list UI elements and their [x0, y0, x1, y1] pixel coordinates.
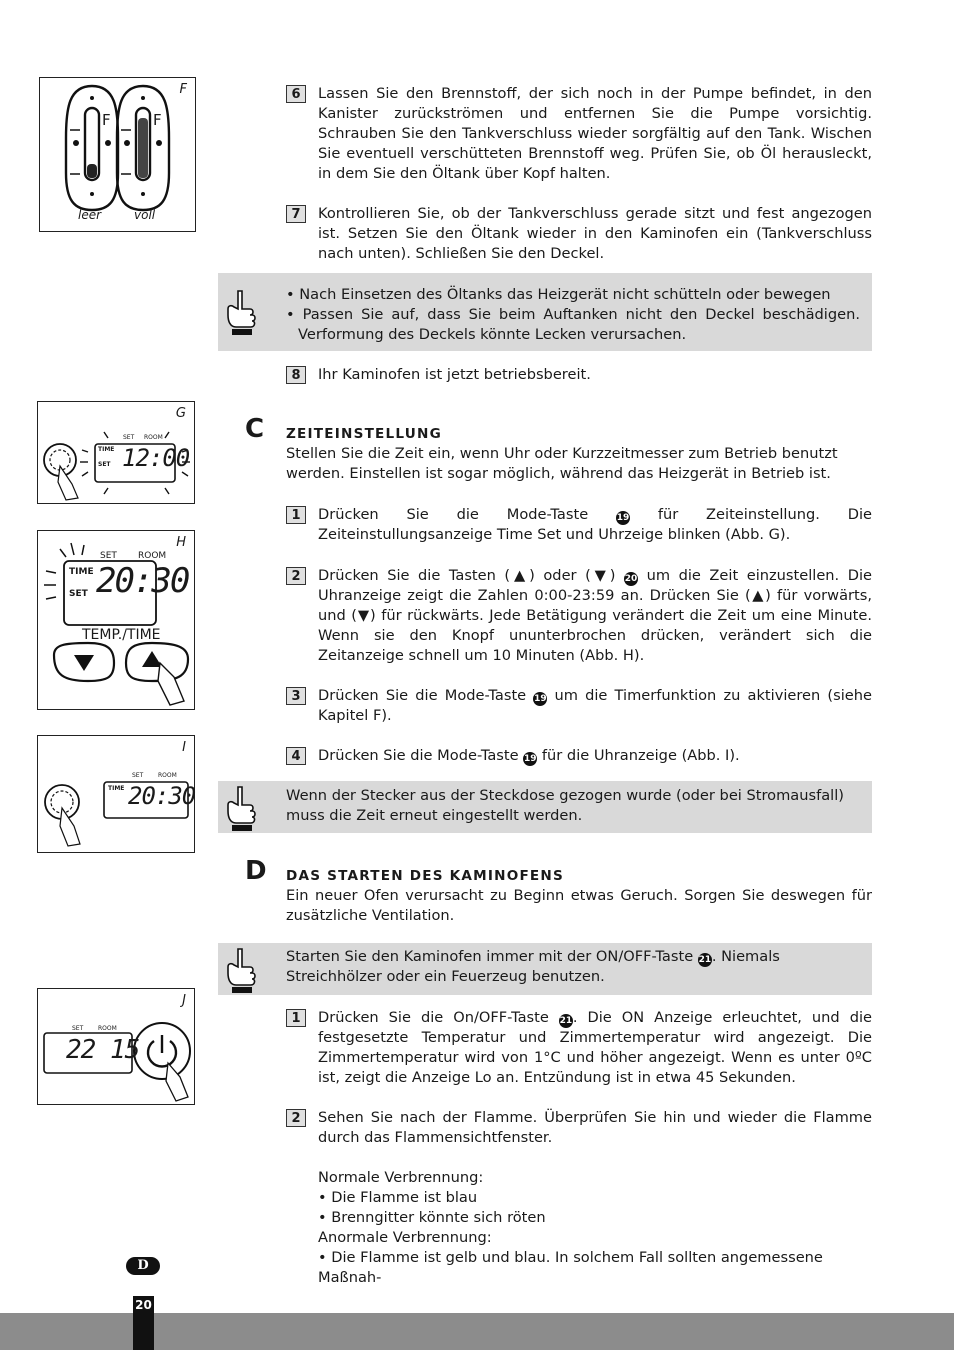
indicator-set-lcd: SET [69, 589, 88, 599]
ref-arrow-buttons-icon: 20 [624, 574, 638, 584]
step-text: Sehen Sie nach der Flamme. Überprüfen Sie hin und wieder die Flamme durch das Flammensichtfenster. [318, 1109, 872, 1146]
gauge-mark-left: F [102, 111, 111, 129]
language-badge: D [126, 1257, 160, 1275]
figure-letter: F [179, 82, 187, 97]
step-number: 1 [286, 1009, 306, 1027]
section-letter-d: D [245, 856, 267, 886]
figure-f-tank-gauge [39, 77, 196, 232]
ref-mode-button-icon: 19 [534, 694, 547, 704]
list-item: • Die Flamme ist blau [318, 1189, 478, 1206]
step-text: Drücken Sie die On/OFF-Taste 21. Die ON Anzeige erleuchtet, und die festgesetzte Temperatur und Zimmertemperatur wird angezeigt. Die Zimmertemperatur wird von 1°C und höher angezeigt. Wenn es unter 0ºC ist, zeigt die Anzeige Lo an. Entzündung ist in etwa 45 Sekunden. [318, 1009, 872, 1086]
pointing-hand-icon [224, 287, 258, 337]
ref-mode-button-icon: 19 [616, 513, 630, 523]
note-line: • Passen Sie auf, dass Sie beim Auftanken nicht den Deckel beschädigen. Verformung des Deckels könnte Lecken verursachen. [286, 306, 860, 343]
gauge-mark-right: F [153, 111, 162, 129]
step-text: Lassen Sie den Brennstoff, der sich noch in der Pumpe befindet, in den Kanister zurückströmen und entfernen Sie die Pumpe vorsichtig. Schrauben Sie den Tankverschluss wieder sorgfältig auf den Tank. Wischen Sie eventuell verschütteten Brennstoff weg. Prüfen Sie, ob Öl herausleckt, in dem Sie den Öltank über Kopf halten. [318, 85, 872, 182]
lcd-temperature-display: 22 15 [66, 1035, 140, 1065]
page-number: 20 [135, 1298, 152, 1312]
section-intro: Stellen Sie die Zeit ein, wenn Uhr oder Kurzzeitmesser zum Betrieb benutzt werden. Einstellen ist sogar möglich, während das Heizgerät in Betrieb ist. [286, 445, 838, 482]
step-number: 7 [286, 205, 306, 223]
indicator-room: ROOM [98, 1025, 117, 1032]
ref-on-off-button-icon: 21 [559, 1016, 573, 1026]
step-number: 6 [286, 85, 306, 103]
warning-note-start [218, 943, 872, 995]
combustion-info [318, 1168, 872, 1288]
figure-letter: J [182, 993, 186, 1008]
figure-g-time-set [37, 401, 195, 504]
ref-mode-button-icon: 19 [524, 754, 537, 764]
indicator-set: SET [72, 1025, 84, 1032]
section-heading-time-setting: ZEITEINSTELLUNG [286, 426, 442, 442]
indicator-room: ROOM [138, 551, 167, 561]
step-number: 2 [286, 1109, 306, 1127]
step-text: Drücken Sie die Mode-Taste 19 für Zeiteinstellung. Die Zeiteinstullungsanzeige Time Set und Uhrzeige blinken (Abb. G). [318, 506, 872, 543]
label-full: voll [134, 208, 156, 222]
indicator-set: SET [100, 551, 117, 561]
step-text: Drücken Sie die Mode-Taste 19 für die Uhranzeige (Abb. I). [318, 747, 740, 764]
step-text: Ihr Kaminofen ist jetzt betriebsbereit. [318, 366, 591, 383]
indicator-set: SET [123, 434, 135, 441]
ref-on-off-button-icon: 21 [698, 955, 712, 965]
step-text: Drücken Sie die Mode-Taste 19 um die Timerfunktion zu aktivieren (siehe Kapitel F). [318, 687, 872, 724]
indicator-time: TIME [98, 446, 115, 453]
step-number: 1 [286, 506, 306, 524]
note-line: • Nach Einsetzen des Öltanks das Heizgerät nicht schütteln oder bewegen [286, 286, 831, 303]
lcd-time-display: 20:30 [96, 561, 189, 601]
label-empty: leer [78, 208, 102, 222]
indicator-set: SET [132, 772, 144, 779]
indicator-time: TIME [69, 567, 94, 577]
abnormal-combustion-title: Anormale Verbrennung: [318, 1229, 492, 1246]
note-text: Starten Sie den Kaminofen immer mit der ON/OFF-Taste 21. Niemals Streichhölzer oder ein Feuerzeug benutzen. [286, 948, 780, 985]
list-item: • Die Flamme ist gelb und blau. In solchem Fall sollten angemessene Maßnah- [318, 1249, 823, 1286]
step-number: 4 [286, 747, 306, 765]
figure-letter: G [175, 406, 186, 421]
lcd-time-display: 12:00 [122, 444, 190, 472]
figure-j-power-button [37, 988, 195, 1105]
up-down-buttons-illustration [38, 531, 196, 711]
indicator-room: ROOM [144, 434, 163, 441]
indicator-room: ROOM [158, 772, 177, 779]
pointing-hand-icon [224, 945, 258, 995]
indicator-time: TIME [108, 785, 125, 792]
step-text: Kontrollieren Sie, ob der Tankverschluss gerade sitzt und fest angezogen ist. Setzen Sie den Öltank wieder in den Kaminofen ein (Tankverschluss nach unten). Schließen Sie den Deckel. [318, 205, 872, 262]
indicator-set-lcd: SET [98, 461, 111, 468]
figure-h-temp-time-buttons [37, 530, 195, 710]
note-text: Wenn der Stecker aus der Steckdose gezogen wurde (oder bei Stromausfall) muss die Zeit erneut eingestellt werden. [286, 787, 844, 824]
warning-note-power-loss [218, 781, 872, 833]
section-heading-starting: DAS STARTEN DES KAMINOFENS [286, 868, 564, 884]
fuel-gauge-illustration [40, 78, 197, 233]
section-letter-c: C [245, 414, 265, 444]
step-number: 2 [286, 567, 306, 585]
figure-letter: H [176, 535, 186, 550]
normal-combustion-title: Normale Verbrennung: [318, 1169, 484, 1186]
list-item: • Brenngitter könnte sich röten [318, 1209, 546, 1226]
temp-time-label: TEMP./TIME [82, 627, 161, 643]
pointing-hand-icon [224, 783, 258, 833]
step-number: 8 [286, 366, 306, 384]
step-number: 3 [286, 687, 306, 705]
lcd-time-display: 20:30 [128, 782, 196, 810]
warning-note-tank [218, 273, 872, 351]
figure-i-clock-display [37, 735, 195, 853]
section-intro: Ein neuer Ofen verursacht zu Beginn etwas Geruch. Sorgen Sie deswegen für zusätzliche Ventilation. [286, 887, 872, 924]
step-text: Drücken Sie die Tasten (▲) oder (▼) 20 um die Zeit einzustellen. Die Uhranzeige zeigt die Zahlen 0:00-23:59 an. Drücken Sie (▲) für vorwärts, und (▼) für rückwärts. Jede Betätigung verändert die Zeit um eine Minute. Wenn sie den Knopf ununterbrochen drücken, verändert sich die Zeitanzeige schnell um 10 Minuten (Abb. H). [318, 567, 873, 664]
figure-letter: I [182, 740, 186, 755]
